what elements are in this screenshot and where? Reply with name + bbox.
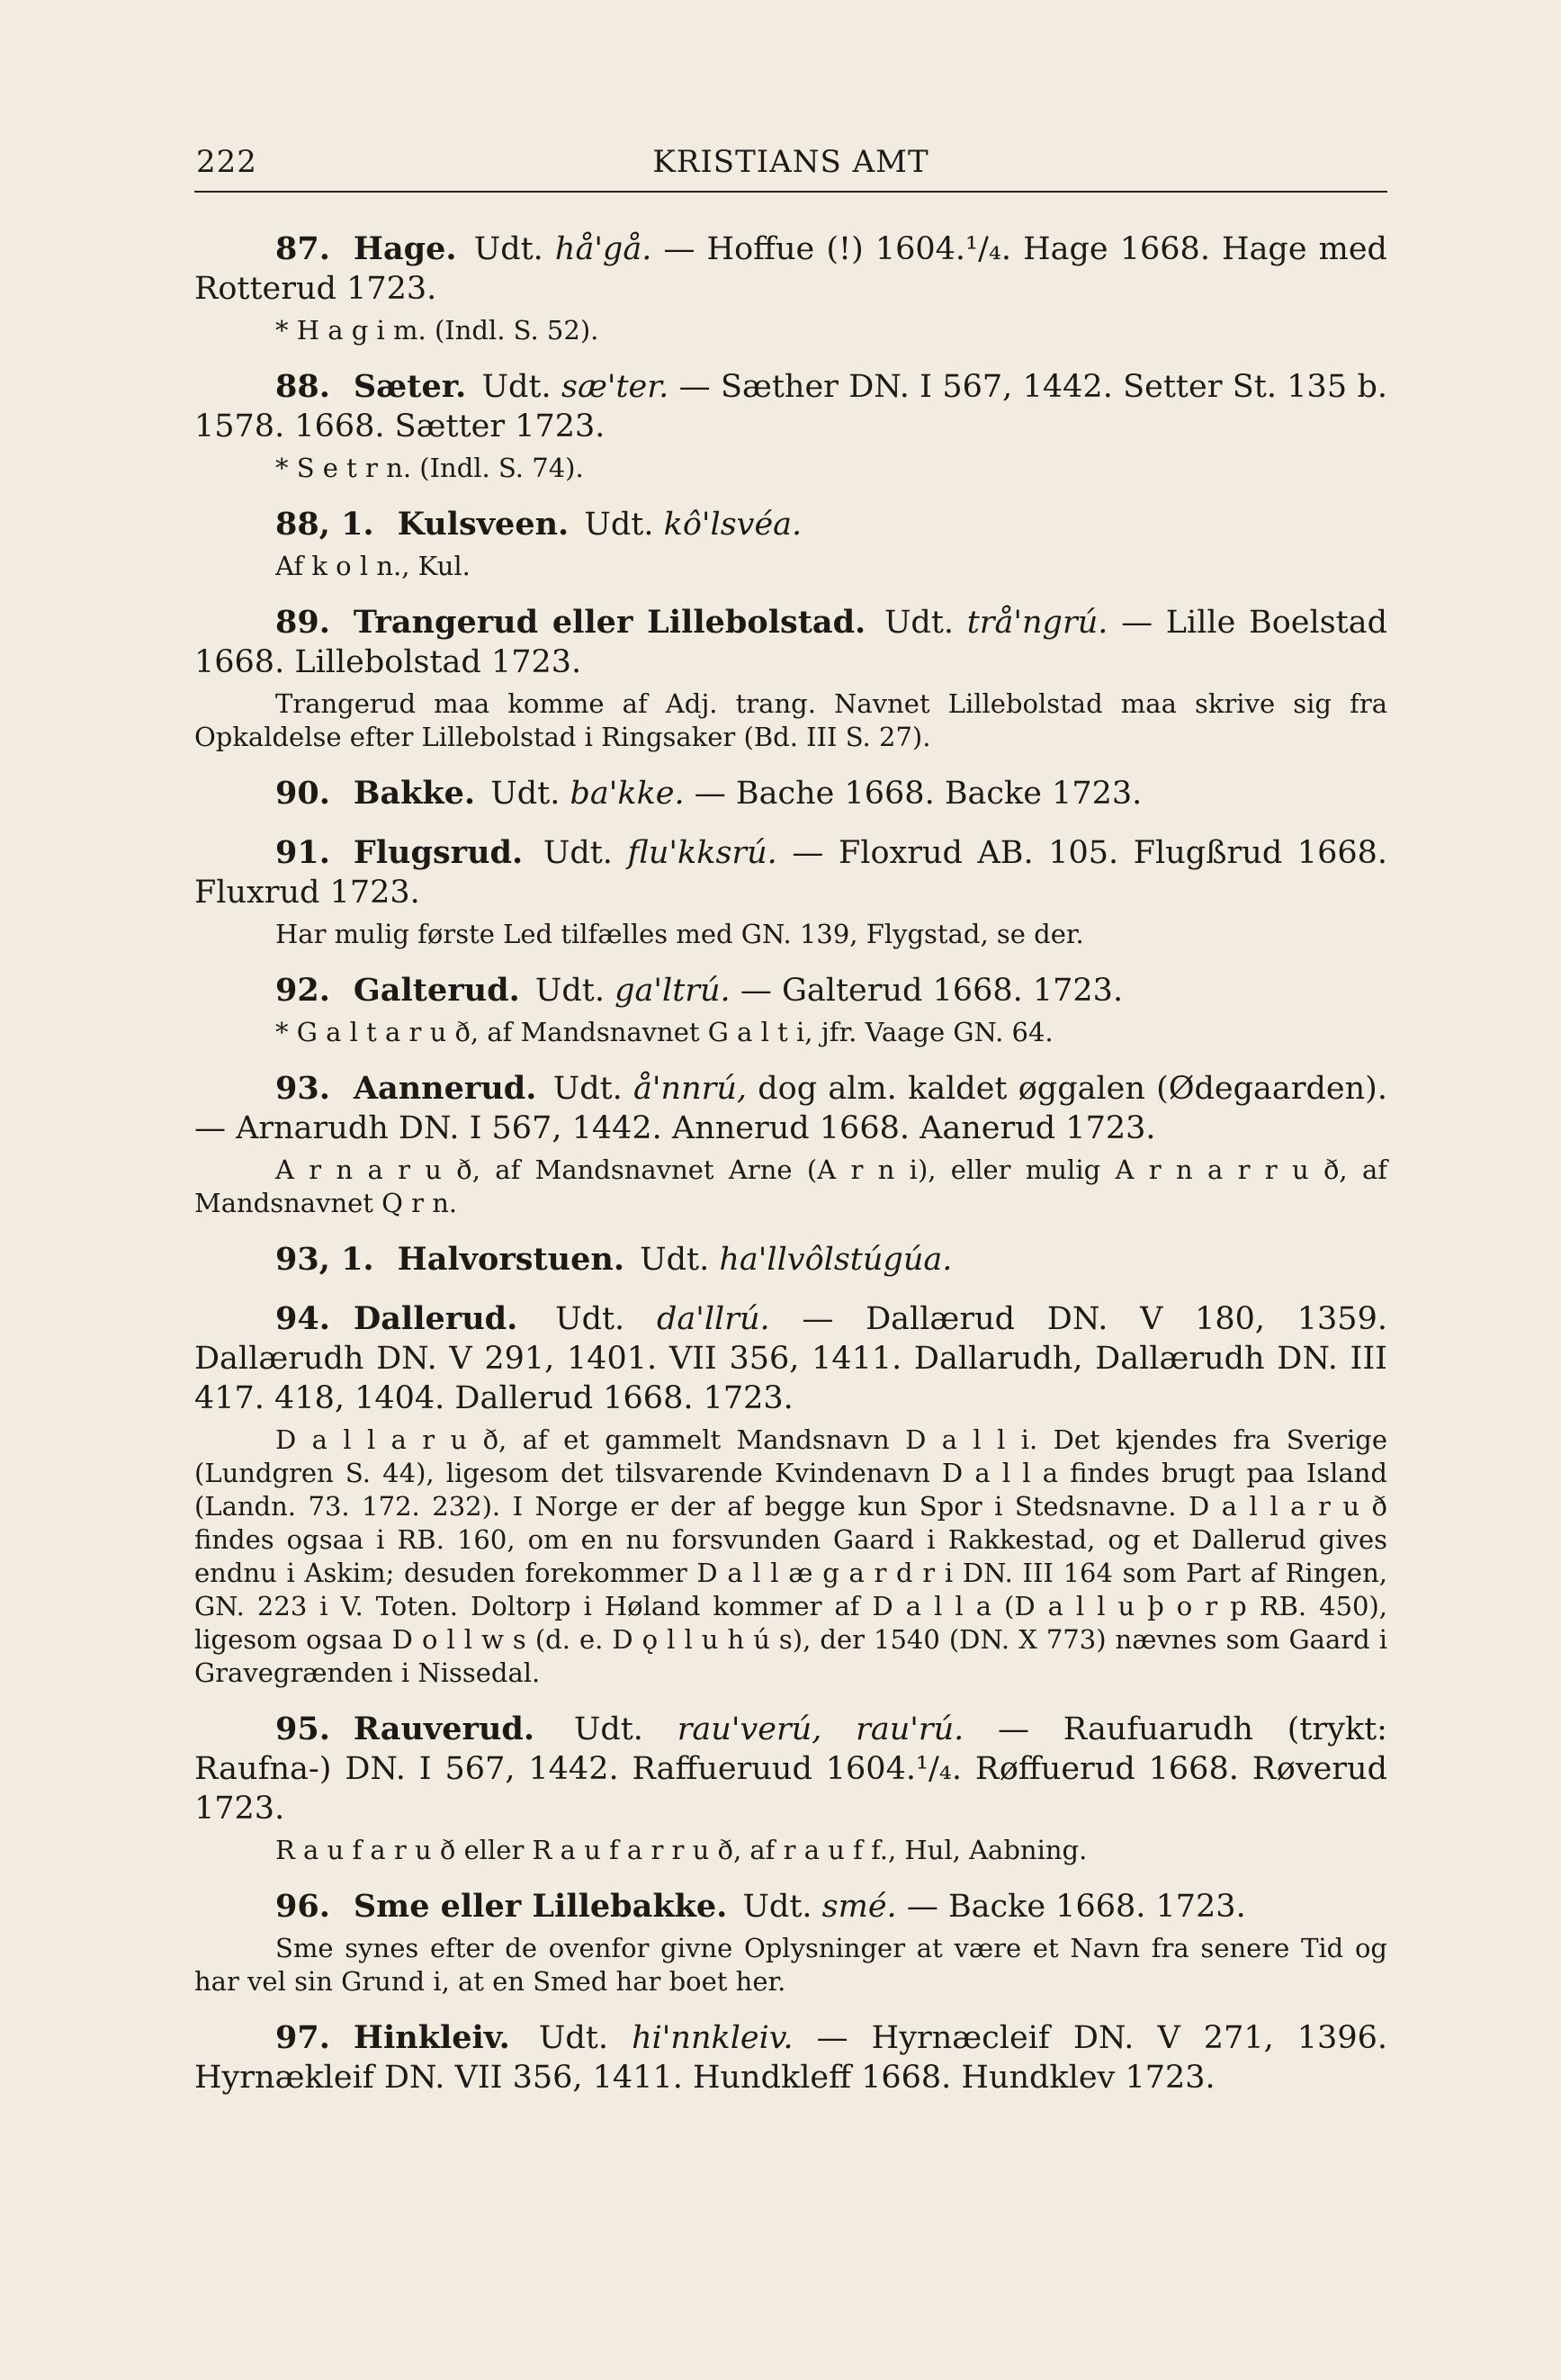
entry-udt: Udt. [543,835,613,871]
entry-udt: Udt. [584,507,654,543]
entry-pronunciation: kô'lsvéa. [663,507,803,543]
entry-pronunciation: hå'gå. [554,231,652,267]
entry-number: 92. [275,972,330,1009]
entry-pronunciation: ga'ltrú. [615,973,731,1009]
entry-name: Aannerud. [353,1070,537,1107]
entry-main [194,603,1387,682]
entry-forms: — Backe 1668. 1723. [906,1889,1246,1925]
entries-list [194,229,1387,2117]
entry-main [194,971,1387,1010]
entry-main [194,367,1387,446]
entry [194,1069,1387,1220]
entry-pronunciation: rau'verú, rau'rú. [677,1711,964,1747]
entry-pronunciation: å'nnrú, [633,1071,748,1107]
entry-pronunciation: sæ'ter. [561,369,669,405]
entry-udt: Udt. [490,776,561,812]
entry-number: 96. [275,1888,330,1925]
entry-name: Rauverud. [353,1711,535,1747]
running-title: KRISTIANS AMT [652,144,929,180]
entry-forms: — Hyrnæcleif DN. V 271, 1396. Hyrnækleif DN. VII 356, 1411. Hundkleff 1668. Hundklev 1723. [194,2020,1387,2096]
entry-udt: Udt. [552,1071,623,1107]
entry [194,971,1387,1049]
entry-forms: — Galterud 1668. 1723. [740,973,1124,1009]
entry-name: Bakke. [353,775,476,812]
entry-forms: — Raufuarudh (trykt: Raufna-) DN. I 567, 1442. Raffueruud 1604.¹/₄. Røffuerud 1668. Røverud 1723. [194,1711,1387,1827]
entry-name: Sæter. [353,368,467,405]
entry-main [194,1710,1387,1828]
entry-udt: Udt. [538,2020,608,2056]
entry [194,1887,1387,1998]
entry-name: Hage. [353,230,457,267]
entry-forms: — Floxrud AB. 105. Flugßrud 1668. Fluxrud 1723. [194,835,1387,911]
entry-pronunciation: trå'ngrú. [966,605,1108,641]
entry-forms: — Hoffue (!) 1604.¹/₄. Hage 1668. Hage med Rotterud 1723. [194,231,1387,307]
entry [194,367,1387,485]
entry-forms: — Bache 1668. Backe 1723. [694,776,1143,812]
entry-main [194,505,1387,544]
entry-number: 90. [275,775,330,812]
entry-note: Trangerud maa komme af Adj. trang. Navnet Lillebolstad maa skrive sig fra Opkaldelse efter Lillebolstad i Ringsaker (Bd. III S. 27). [194,688,1387,752]
entry-pronunciation: ba'kke. [570,776,685,812]
entry-pronunciation: flu'kksrú. [627,835,777,871]
entry-note: R a u f a r u ð eller R a u f a r r u ð, af r a u f f., Hul, Aabning. [275,1835,1088,1865]
entry-note: Af k o l n., Kul. [275,551,471,581]
entry [194,1710,1387,1867]
entry-name: Kulsveen. [397,506,570,543]
entry-number: 88, 1. [275,506,374,543]
entry-number: 88. [275,368,330,405]
page-number: 222 [196,144,257,180]
entry-number: 95. [275,1711,330,1747]
entry-main [194,774,1387,813]
entry [194,1299,1387,1690]
entry-name: Halvorstuen. [397,1241,625,1278]
entry-main [194,1240,1387,1280]
entry-number: 91. [275,834,330,871]
entry-main [194,229,1387,309]
entry-udt: Udt. [884,605,955,641]
entry-name: Trangerud eller Lillebolstad. [353,604,866,641]
entry-name: Sme eller Lillebakke. [353,1888,728,1925]
entry-udt: Udt. [573,1711,643,1747]
entry [194,1240,1387,1280]
entry-main [194,1887,1387,1926]
entry [194,505,1387,583]
entry-note: * H a g i m. (Indl. S. 52). [275,315,599,346]
entry-forms: — Dallærud DN. V 180, 1359. Dallærudh DN. V 291, 1401. VII 356, 1411. Dallarudh, Dallærudh DN. III 417. 418, 1404. Dallerud 1668. 1723. [194,1301,1387,1416]
entry-udt: Udt. [534,973,605,1009]
entry-forms: dog alm. kaldet øggalen (Ødegaarden). — Arnarudh DN. I 567, 1442. Annerud 1668. Aanerud 1723. [194,1071,1387,1146]
entry-name: Dallerud. [353,1300,518,1337]
entry [194,774,1387,813]
entry-note: A r n a r u ð, af Mandsnavnet Arne (A r n i), eller mulig A r n a r r u ð, af Mandsnavnet Q r n. [194,1154,1387,1218]
entry [194,833,1387,951]
entry-note: D a l l a r u ð, af et gammelt Mandsnavn D a l l i. Det kjendes fra Sverige (Lundgren S. 44), ligesom det tilsvarende Kvindenavn D a l l a findes brugt paa Island (Landn. 73. 172. 232). I Norge er der af begge kun Spor i Stedsnavne. D a l l a r u ð findes ogsaa i RB. 160, om en nu forsvunden Gaard i Rakkestad, og et Dallerud gives endnu i Askim; desuden forekommer D a l l æ g a r d r i DN. III 164 som Part af Ringen, GN. 223 i V. Toten. Doltorp i Høland kommer af D a l l a (D a l l u þ o r p RB. 450), ligesom ogsaa D o l l w s (d. e. D ǫ l l u h ú s), der 1540 (DN. X 773) nævnes som Gaard i Gravegrænden i Nissedal. [194,1424,1387,1688]
entry-udt: Udt. [555,1301,625,1337]
entry-main [194,1069,1387,1148]
entry-note: * G a l t a r u ð, af Mandsnavnet G a l t i, jfr. Vaage GN. 64. [275,1017,1054,1047]
entry-number: 93. [275,1070,330,1107]
entry-udt: Udt. [481,369,552,405]
running-head [194,144,1387,193]
entry-number: 93, 1. [275,1241,374,1278]
entry-number: 89. [275,604,330,641]
entry-pronunciation: hi'nnkleiv. [632,2020,794,2056]
entry-name: Galterud. [353,972,520,1009]
entry-udt: Udt. [742,1889,812,1925]
entry-pronunciation: smé. [821,1889,897,1925]
entry-note: * S e t r n. (Indl. S. 74). [275,453,584,483]
entry-udt: Udt. [640,1242,710,1278]
entry-name: Flugsrud. [353,834,524,871]
entry-main [194,833,1387,912]
entry-note: Har mulig første Led tilfælles med GN. 139, Flygstad, se der. [275,919,1084,949]
entry-udt: Udt. [473,231,543,267]
entry-number: 97. [275,2019,330,2056]
entry-note: Sme synes efter de ovenfor givne Oplysninger at være et Navn fra senere Tid og har vel sin Grund i, at en Smed har boet her. [194,1933,1387,1997]
entry-forms: — Lille Boelstad 1668. Lillebolstad 1723. [194,605,1387,680]
entry [194,603,1387,754]
entry-forms: — Sæther DN. I 567, 1442. Setter St. 135 b. 1578. 1668. Sætter 1723. [194,369,1387,445]
entry-number: 94. [275,1300,330,1337]
entry-pronunciation: ha'llvôlstúgúa. [719,1242,953,1278]
entry-number: 87. [275,230,330,267]
entry-name: Hinkleiv. [353,2019,510,2056]
entry-main [194,1299,1387,1418]
entry [194,229,1387,347]
entry-main [194,2018,1387,2097]
entry [194,2018,1387,2097]
entry-pronunciation: da'llrú. [656,1301,770,1337]
